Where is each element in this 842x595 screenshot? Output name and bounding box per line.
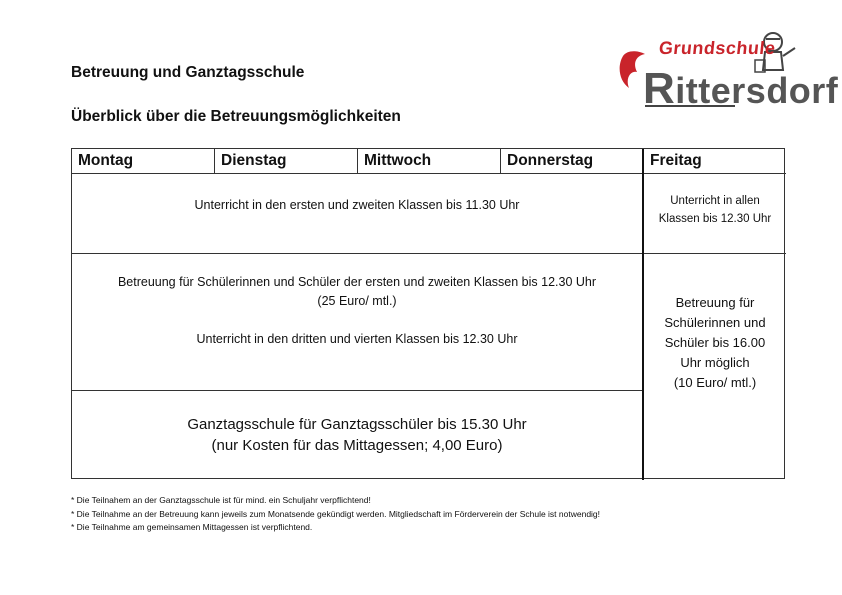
friday-row-divider — [644, 253, 786, 254]
logo-town-text — [643, 64, 838, 114]
footnote: * Die Teilnahme am gemeinsamen Mittagessen ist verpflichtend. — [71, 522, 313, 532]
friday-care-line: Betreuung für — [675, 295, 755, 310]
page-title: Betreuung und Ganztagsschule — [71, 64, 305, 81]
row3-cost-line: (nur Kosten für das Mittagessen; 4,00 Euro) — [211, 437, 503, 454]
friday-top-line: Unterricht in allen — [670, 195, 760, 207]
friday-care-line: Schüler bis 16.00 — [664, 335, 766, 350]
row2-care-line: Betreuung für Schülerinnen und Schüler der ersten und zweiten Klassen bis 12.30 Uhr — [117, 275, 597, 289]
footnote: * Die Teilnahme an der Betreuung kann jeweils zum Monatsende gekündigt werden. Mitgliedschaft im Förderverein der Schule ist notwendig! — [71, 508, 601, 519]
friday-care-line: (10 Euro/ mtl.) — [673, 375, 757, 390]
row2-price-line: (25 Euro/ mtl.) — [317, 294, 397, 308]
column-header-monday: Montag — [72, 149, 215, 174]
column-header-thursday: Donnerstag — [501, 149, 642, 174]
row2-lessons-line: Unterricht in den dritten und vierten Klassen bis 12.30 Uhr — [196, 332, 518, 346]
row-divider — [72, 253, 642, 254]
column-header-friday: Freitag — [644, 149, 786, 174]
footnotes — [71, 494, 600, 535]
logo-town-rest: ittersdorf — [675, 70, 839, 111]
schedule-table — [71, 148, 785, 479]
friday-care-text — [644, 293, 786, 393]
friday-lessons-text — [644, 192, 786, 228]
logo-school-text: Grundschule — [658, 38, 777, 58]
column-header-tuesday: Dienstag — [215, 149, 358, 174]
friday-care-line: Schülerinnen und — [664, 315, 766, 330]
row3-allday-line: Ganztagsschule für Ganztagsschüler bis 15.30 Uhr — [187, 416, 527, 433]
mon-thu-row1-text: Unterricht in den ersten und zweiten Klassen bis 11.30 Uhr — [194, 198, 520, 212]
friday-top-line: Klassen bis 12.30 Uhr — [658, 213, 772, 225]
school-logo — [615, 26, 839, 118]
row-divider — [72, 390, 642, 391]
column-header-wednesday: Mittwoch — [358, 149, 501, 174]
footnote: * Die Teilnahem an der Ganztagsschule ist für mind. ein Schuljahr verpflichtend! — [71, 495, 371, 505]
logo-town-initial: R — [643, 64, 676, 113]
friday-care-line: Uhr möglich — [680, 355, 750, 370]
page-subtitle: Überblick über die Betreuungsmöglichkeiten — [71, 108, 401, 125]
mon-thu-row2-text — [72, 273, 642, 349]
mon-thu-row3-text — [72, 414, 642, 456]
